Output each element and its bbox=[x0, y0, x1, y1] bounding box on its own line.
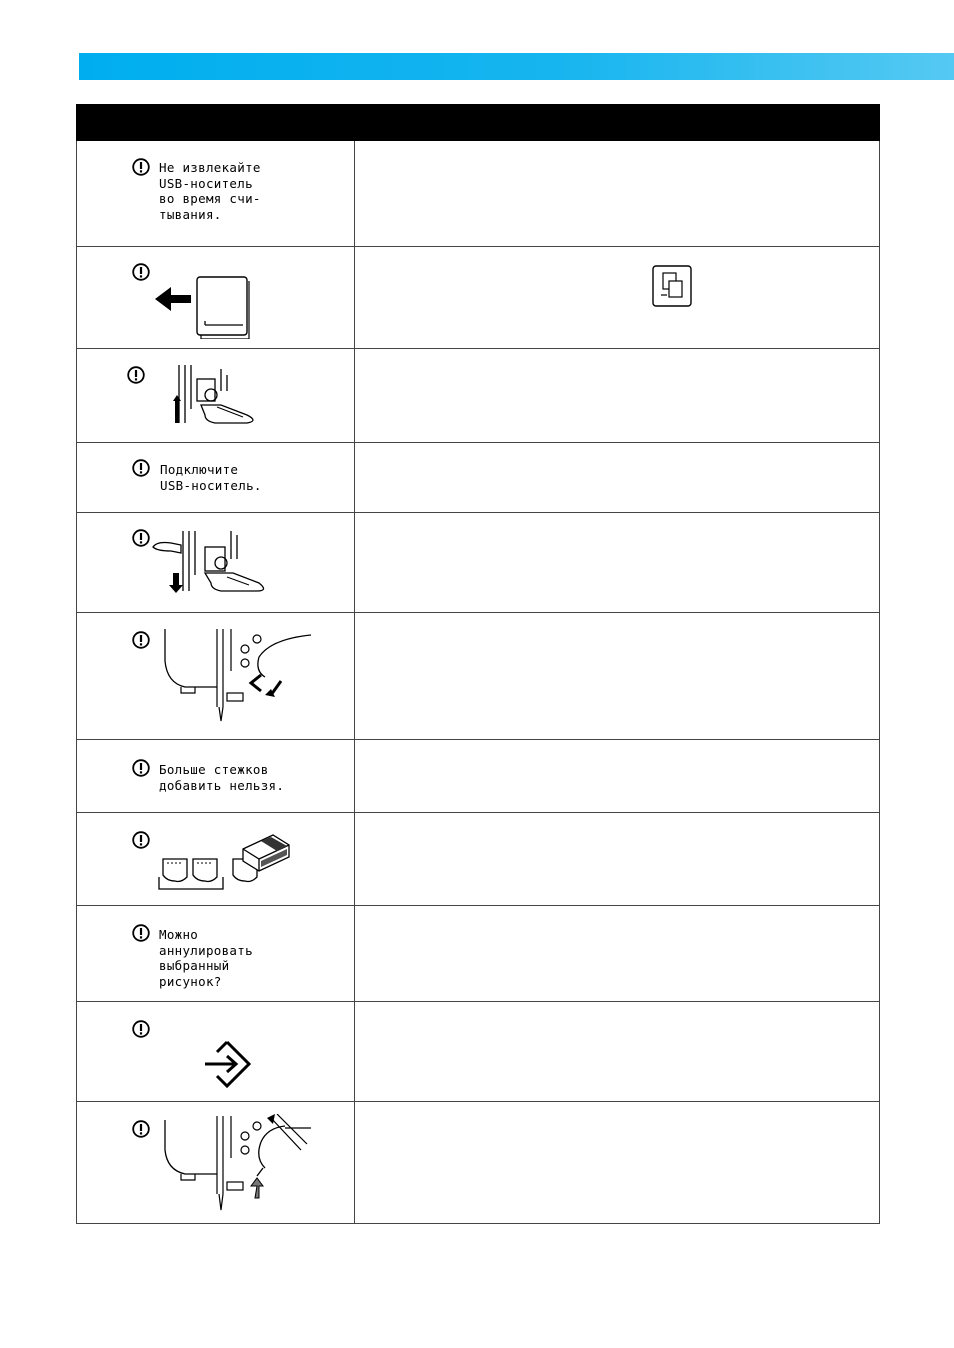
table-row bbox=[77, 141, 880, 247]
exclamation-circle-icon bbox=[132, 529, 150, 547]
exclamation-circle-icon bbox=[132, 631, 150, 649]
memory-pocket-icon bbox=[157, 833, 297, 893]
exclamation-circle-icon bbox=[132, 459, 150, 477]
presser-foot-icon bbox=[161, 361, 291, 437]
needle-threader-lever-icon bbox=[161, 627, 311, 727]
table-row bbox=[77, 613, 880, 740]
table-row bbox=[77, 906, 880, 1002]
table-row bbox=[77, 813, 880, 906]
enter-arrow-icon bbox=[203, 1040, 251, 1088]
exclamation-circle-icon bbox=[132, 1020, 150, 1038]
header-explanation bbox=[355, 105, 880, 141]
message-text: Не извлекайте USB-носитель во время счи- тывания. bbox=[159, 160, 261, 222]
table-row bbox=[77, 349, 880, 443]
message-text: Подключите USB-носитель. bbox=[160, 462, 262, 493]
memory-recall-icon bbox=[652, 265, 692, 307]
eraser-icon bbox=[243, 835, 289, 871]
exclamation-circle-icon bbox=[127, 366, 145, 384]
header-accent-bar bbox=[79, 53, 954, 80]
table-row bbox=[77, 247, 880, 349]
message-table bbox=[76, 104, 880, 1224]
exclamation-circle-icon bbox=[132, 158, 150, 176]
exclamation-circle-icon bbox=[132, 263, 150, 281]
exclamation-circle-icon bbox=[132, 831, 150, 849]
presser-foot-icon bbox=[149, 525, 289, 605]
table-row bbox=[77, 1002, 880, 1102]
memory-pocket-icon bbox=[153, 273, 253, 339]
message-text: Можно аннулировать выбранный рисунок? bbox=[159, 927, 253, 989]
table-row bbox=[77, 443, 880, 513]
table-row bbox=[77, 513, 880, 613]
exclamation-circle-icon bbox=[132, 924, 150, 942]
table-header-row bbox=[77, 105, 880, 141]
needle-threader-lever-icon bbox=[161, 1114, 311, 1214]
table-row bbox=[77, 740, 880, 813]
exclamation-circle-icon bbox=[132, 759, 150, 777]
header-message bbox=[77, 105, 355, 141]
message-text: Больше стежков добавить нельзя. bbox=[159, 762, 285, 793]
table-row bbox=[77, 1102, 880, 1224]
exclamation-circle-icon bbox=[132, 1120, 150, 1138]
